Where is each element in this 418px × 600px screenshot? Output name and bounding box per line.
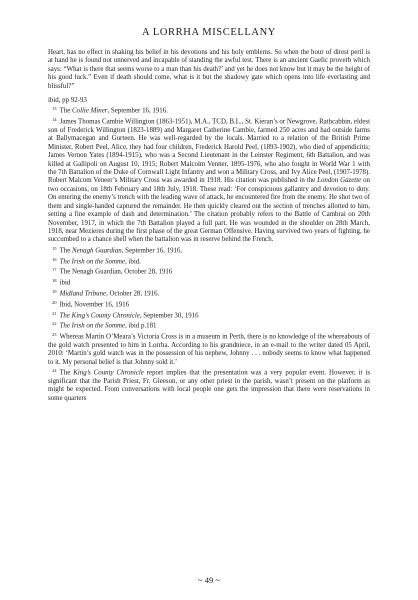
footnote-number: 24	[52, 368, 57, 374]
source-title: The King’s County Chronicle	[59, 311, 140, 319]
running-title: A LORRHA MISCELLANY	[142, 27, 276, 38]
footnote-number: 15	[52, 245, 57, 251]
footnote-number: 23	[52, 332, 57, 338]
footnote-number: 14	[52, 117, 57, 123]
footnote-22: $^{22}$ The Irish on the Somme, ibid p.181	[52, 321, 157, 330]
footnote-13: $^{13}$ The Collie Miner, September 16, 1916.	[52, 106, 168, 115]
quote-citation: ibid, pp 92-93	[48, 97, 87, 105]
footnote-number: 21	[52, 310, 57, 316]
footnote-19: $^{19}$ Midland Tribune, October 28, 1916.	[52, 288, 160, 298]
footnote-number: 22	[52, 321, 57, 327]
footnote-number: 19	[52, 288, 57, 294]
source-title: The Irish on the Somme	[59, 322, 126, 330]
footnote-15: $^{15}$ The Nenagh Guardian, September 16, 1916.	[52, 245, 183, 255]
footnote-number: 20	[52, 299, 57, 305]
page-body	[48, 49, 370, 403]
footnote-18: $^{18}$ ibid	[52, 278, 71, 287]
footnote-21: $^{21}$ The King’s County Chronicle, September 30, 1916	[52, 310, 199, 319]
footnote-16: $^{16}$ The Irish on the Somme, ibid.	[52, 256, 141, 265]
source-title: London Gazette	[317, 177, 362, 185]
footnote-17: $^{17}$ The Nenagh Guardian, October 28, 1916	[52, 267, 173, 276]
source-title: Collie Miner	[72, 107, 108, 115]
footnote-number: 16	[52, 256, 57, 262]
footnote-number: 17	[52, 267, 57, 273]
source-title: The Irish on the Somme	[59, 257, 126, 265]
footnote-number: 18	[52, 278, 57, 284]
source-title: Nenagh Guardian	[72, 247, 122, 255]
footnote-24: $^{24}$ The King’s County Chronicle report implies that the presentation was a very popular event. However, it is significant that the Parish Priest, Fr. Gleeson, or any other priest in the parish, wasn’t present on the platform as might be expected. From conversations with local people one gets the impression that there were reservations in some quarters	[48, 368, 370, 402]
source-title: King’s County Chronicle	[73, 369, 144, 377]
footnote-20: $^{20}$ Ibid, November 16, 1916	[52, 299, 130, 309]
page-number: ~ 49 ~	[198, 575, 220, 585]
footnote-14: $^{14}$ James Thomas Cambie Willington (1863-1951), M.A., TCD, B.L., St. Kieran’s or Newgrove, Rathcabbin, eldest son of Frederick Willington (1823-1889) and Margaret Catherine Cambie, farmed 250 acres and had outside farms at Ballymacegan and Gurteen. He was well-regarded by the locals. Married to a relation of the British Prime Minister, Robert Peel, Alice, they had four children, Frederick Harold Peel, (1893-1902), who died of appendicitis; James Vernon Yates (1894-1915), who was a Second Lieutenant in the Leinster Regiment, 6th Battalion, and was killed at Gallipoli on August 10, 1915; Robert Malcolm Venner, 1895-1976, who also fought in World War 1 with the 7th Battalion of the Duke of Cornwall Light Infantry and won a Military Cross, and Ivy Alice Peel, (1907-1978). Robert Malcom Veneer’s Military Cross was awarded in 1918. His citation was published in the London Gazette on two occasions, on 18th February and 18th July, 1918. These read: ‘For conspicuous gallantry and devotion to duty. On entering the enemy’s trench with the leading wave of attack, he encountered fire from the enemy. He shot two of them and single-handed captured the remainder. He then quickly cleared out the section of trenches allotted to him, setting a fine example of dash and determination.’ The citation probably refers to the Battle of Cambrai on 20th November, 1917, in which the 7th Battalion played a full part. He was wounded in the shoulder on 28th March, 1918, near Mezieres during the first phase of the great German Offensive. Having survived two years of fighting, he succumbed to a chance shell when the battalion was in reserve behind the French.	[48, 117, 370, 244]
footnote-number: 13	[52, 106, 57, 112]
footnote-23: $^{23}$ Whereas Martin O’Meara’s Victoria Cross is in a museum in Perth, there is no knowledge of the whereabouts of the gold watch presented to him in Lorrha. According to his grandniece, in an e-mail to the writer dated 05 April, 2010: ‘Martin’s gold watch was in the possession of his nephew, Johnny . . . nobody seems to know what happened to it. My personal belief is that Johnny sold it.’	[48, 332, 370, 366]
quote-paragraph: Heart, has no effect in shaking his belief in his devotions and his holy emblems. So when the hour of direst peril is at hand he is found not unnerved and incapable of standing the awful test. There is an ancient Gaelic proverb which says: “What is there that seems worse to a man than his death?’ and yet he does not know but it may be the height of his good luck.” Even if death should come, what is it but the shadowy gate which opens into life everlasting and blissful?”	[48, 49, 370, 90]
source-title: Midland Tribune	[59, 290, 107, 298]
